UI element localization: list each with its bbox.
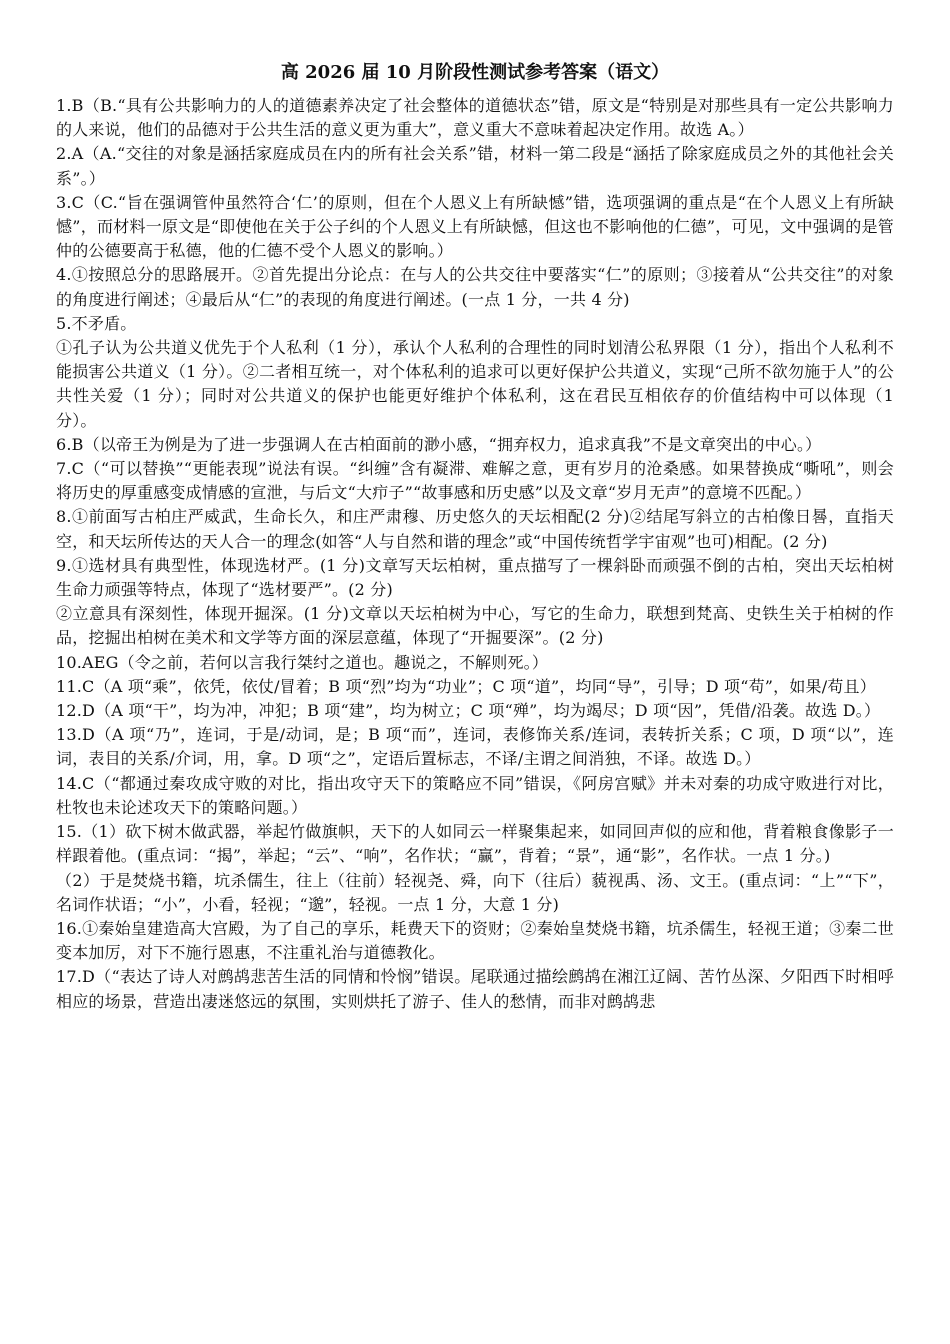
- answer-paragraph: 3.C（C.“旨在强调管仲虽然符合‘仁’的原则，但在个人恩义上有所缺憾”错，选项强调的重点是“在个人恩义上有所缺憾”，而材料一原文是“即使他在关于公子纠的个人恩义上有所缺憾，但这也不影响他的仁德”，可见，文中强调的是管仲的公德要高于私德，他的仁德不受个人恩义的影响。）: [56, 192, 894, 261]
- answer-paragraph: 5.不矛盾。: [56, 313, 137, 333]
- answer-paragraph: 14.C（“都通过秦攻成守败的对比，指出攻守天下的策略应不同”错误，《阿房宫赋》并未对秦的功成守败进行对比，杜牧也未论述攻天下的策略问题。）: [56, 773, 894, 817]
- answer-paragraph: 8.①前面写古柏庄严威武，生命长久，和庄严肃穆、历史悠久的天坛相配(2 分)②结尾写斜立的古柏像日晷，直指天空，和天坛所传达的天人合一的理念(如答“人与自然和谐的理念”或“中国传统哲学宇宙观”也可)相配。(2 分): [56, 507, 894, 551]
- answer-list: [56, 94, 894, 1014]
- answer-paragraph: 9.①选材具有典型性，体现选材严。(1 分)文章写天坛柏树，重点描写了一棵斜卧而顽强不倒的古柏，突出天坛柏树生命力顽强等特点，体现了“选材要严”。(2 分): [56, 555, 894, 600]
- answer-paragraph: 7.C（“可以替换”“更能表现”说法有误。“纠缠”含有凝滞、难解之意，更有岁月的沧桑感。如果替换成“嘶吼”，则会将历史的厚重感变成情感的宣泄，与后文“大疖子”“故事感和历史感”以及文章“岁月无声”的意境不匹配。）: [56, 459, 894, 503]
- answer-paragraph: 16.①秦始皇建造高大宫殿，为了自己的享乐，耗费天下的资财；②秦始皇焚烧书籍，坑杀儒生，轻视王道；③秦二世变本加厉，对下不施行恩惠，不注重礼治与道德教化。: [56, 918, 894, 963]
- answer-paragraph: 6.B（以帝王为例是为了进一步强调人在古柏面前的渺小感，“拥弃权力，追求真我”不是文章突出的中心。）: [56, 434, 822, 454]
- answer-paragraph: 12.D（A 项“干”，均为冲，冲犯；B 项“建”，均为树立；C 项“殚”，均为竭尽；D 项“因”，凭借/沿袭。故选 D。）: [56, 701, 881, 721]
- answer-paragraph: ①孔子认为公共道义优先于个人私利（1 分），承认个人私利的合理性的同时划清公私界限（1 分），指出个人私利不能损害公共道义（1 分）。②二者相互统一，对个体私利的追求可以更好保护公共道义，实现“己所不欲勿施于人”的公共性关爱（1 分）；同时对公共道义的保护也能更好维护个体私利，这在君民互相依存的价值结构中可以体现（1 分）。: [56, 338, 894, 430]
- answer-paragraph: 2.A（A.“交往的对象是涵括家庭成员在内的所有社会关系”错，材料一第二段是“涵括了除家庭成员之外的其他社会关系”。）: [56, 144, 894, 188]
- answer-paragraph: 15.（1）砍下树木做武器，举起竹做旗帜，天下的人如同云一样聚集起来，如同回声似的应和他，背着粮食像影子一样跟着他。(重点词：“揭”，举起；“云”、“响”，名作状；“赢”，背着；“景”，通“影”，名作状。一点 1 分。): [56, 822, 894, 866]
- answer-key-page: [56, 62, 894, 1014]
- answer-paragraph: （2）于是焚烧书籍，坑杀儒生，往上（往前）轻视尧、舜，向下（往后）藐视禹、汤、文王。(重点词：“上”“下”，名词作状语；“小”，小看，轻视；“邈”，轻视。一点 1 分，大意 1 分): [56, 870, 894, 914]
- answer-paragraph: 11.C（A 项“乘”，依凭，依仗/冒着；B 项“烈”均为“功业”；C 项“道”，均同“导”，引导；D 项“苟”，如果/苟且）: [56, 676, 876, 696]
- answer-paragraph: 1.B（B.“具有公共影响力的人的道德素养决定了社会整体的道德状态”错，原文是“特别是对那些具有一定公共影响力的人来说，他们的品德对于公共生活的意义更为重大”，意义重大不意味着起决定作用。故选 A。）: [56, 96, 894, 140]
- page-title: 高 2026 届 10 月阶段性测试参考答案（语文）: [280, 62, 670, 83]
- answer-paragraph: 17.D（“表达了诗人对鹧鸪悲苦生活的同情和怜悯”错误。尾联通过描绘鹧鸪在湘江辽阔、苦竹丛深、夕阳西下时相呼相应的场景，营造出凄迷悠远的氛围，实则烘托了游子、佳人的愁情，而非对鹧鸪悲: [56, 967, 894, 1011]
- answer-paragraph: 4.①按照总分的思路展开。②首先提出分论点：在与人的公共交往中要落实“仁”的原则；③接着从“公共交往”的对象的角度进行阐述；④最后从“仁”的表现的角度进行阐述。(一点 1 分，一共 4 分): [56, 265, 894, 309]
- answer-paragraph: ②立意具有深刻性，体现开掘深。(1 分)文章以天坛柏树为中心，写它的生命力，联想到梵高、史铁生关于柏树的作品，挖掘出柏树在美术和文学等方面的深层意蕴，体现了“开掘要深”。(2 分): [56, 604, 894, 648]
- answer-paragraph: 13.D（A 项“乃”，连词，于是/动词，是；B 项“而”，连词，表修饰关系/连词，表转折关系；C 项，D 项“以”，连词，表目的关系/介词，用，拿。D 项“之”，定语后置标志，不译/主谓之间消独，不译。故选 D。）: [56, 725, 894, 769]
- answer-paragraph: 10.AEG（令之前，若何以言我行桀纣之道也。趣说之，不解则死。）: [56, 652, 549, 672]
